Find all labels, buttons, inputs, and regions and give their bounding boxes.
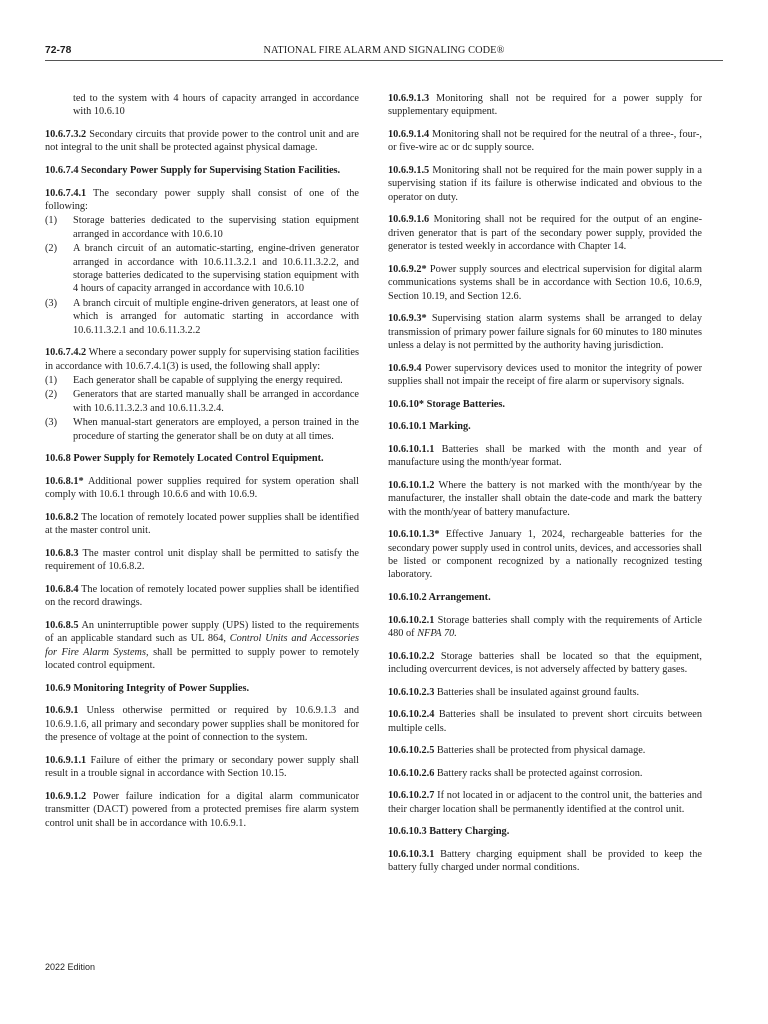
section-10-6-9-1-3: 10.6.9.1.3 Monitoring shall not be required for a power supply for supplementary equipment.: [388, 93, 702, 118]
section-10-6-8-3: 10.6.8.3 The master control unit display shall be permitted to satisfy the requirement of 10.6.8.2.: [45, 547, 360, 573]
list-item: (2) Generators that are started manually shall be arranged in accordance with 10.6.11.3.2.3 and 10.6.11.3.2.4.: [45, 389, 359, 414]
page-number: 72-78: [45, 45, 72, 56]
edition-footer: 2022 Edition: [45, 962, 96, 972]
section-10-6-10-2-6: 10.6.10.2.6 Battery racks shall be protected against corrosion.: [388, 767, 643, 779]
list-item: (2) A branch circuit of an automatic-starting, engine-driven generator arranged in accordance with 10.6.11.3.2.1 and 10.6.11.3.2.2, and storage batteries dedicated to the supervising station equipment with 4 hours of capacity arranged in accordance with 10.6.10: [45, 243, 359, 295]
heading-10-6-9: 10.6.9 Monitoring Integrity of Power Supplies.: [45, 682, 250, 694]
section-10-6-10-2-2: 10.6.10.2.2 Storage batteries shall be located so that the equipment, including overcurrent devices, is not adversely affected by battery gases.: [388, 650, 702, 676]
section-10-6-8-4: 10.6.8.4 The location of remotely located power supplies shall be identified on the record drawings.: [45, 583, 359, 609]
heading-10-6-10-1: 10.6.10.1 Marking.: [388, 421, 471, 433]
list-item: (3) When manual-start generators are employed, a person trained in the procedure of starting the generator shall be on duty at all times.: [45, 417, 359, 442]
section-10-6-9-1-4: 10.6.9.1.4 Monitoring shall not be required for the neutral of a three-, four-, or five-wire ac or dc supply source.: [388, 129, 702, 154]
section-10-6-10-1-3: 10.6.10.1.3* Effective January 1, 2024, rechargeable batteries for the secondary power supply used in control units, devices, and accessories shall be listed or component recognized by a nationally recognized testing laboratory.: [388, 529, 702, 581]
list-item: (1) Each generator shall be capable of supplying the energy required.: [45, 375, 343, 387]
section-10-6-8-1: 10.6.8.1* Additional power supplies required for system operation shall comply with 10.6.1 through 10.6.6 and with 10.6.9.: [45, 475, 359, 501]
section-10-6-9-1-2: 10.6.9.1.2 Power failure indication for a digital alarm communicator transmitter (DACT) powered from a protected premises fire alarm system control unit shall be in accordance with 10.6.9.1.: [45, 790, 359, 829]
section-10-6-10-2-1: 10.6.10.2.1 Storage batteries shall comply with the requirements of Article 480 of NFPA 70.: [388, 614, 702, 640]
left-column: [45, 92, 359, 839]
section-10-6-8-5: 10.6.8.5 An uninterruptible power supply (UPS) listed to the requirements of an applicable standard such as UL 864, Control Units and Accessories for Fire Alarm Systems, shall be permitted to supply power to remotely located control equipment.: [45, 619, 359, 672]
section-10-6-9-2: 10.6.9.2* Power supply sources and electrical supervision for digital alarm communications systems shall be in accordance with Section 10.6, 10.6.9, Section 10.19, and Section 12.6.: [388, 263, 702, 302]
heading-10-6-10-3: 10.6.10.3 Battery Charging.: [388, 826, 510, 838]
section-10-6-10-2-7: 10.6.10.2.7 If not located in or adjacent to the control unit, the batteries and their charger location shall be permanently identified at the control unit.: [388, 790, 702, 815]
section-10-6-9-1: 10.6.9.1 Unless otherwise permitted or required by 10.6.9.1.3 and 10.6.9.1.6, all primary and secondary power supplies shall be monitored for the presence of voltage at the point of connection to the system.: [45, 705, 360, 744]
heading-10-6-8: 10.6.8 Power Supply for Remotely Located Control Equipment.: [45, 453, 324, 465]
section-10-6-10-2-3: 10.6.10.2.3 Batteries shall be insulated against ground faults.: [388, 686, 640, 698]
section-10-6-9-4: 10.6.9.4 Power supervisory devices used to monitor the integrity of power supplies shall not impair the receipt of fire alarm or supervisory signals.: [388, 362, 702, 388]
section-10-6-10-3-1: 10.6.10.3.1 Battery charging equipment shall be provided to keep the battery fully charged under normal conditions.: [388, 849, 703, 874]
heading-10-6-10: 10.6.10* Storage Batteries.: [388, 398, 505, 410]
heading-10-6-7-4: 10.6.7.4 Secondary Power Supply for Supervising Station Facilities.: [45, 165, 341, 176]
right-column: [388, 92, 702, 884]
section-10-6-7-4-2: 10.6.7.4.2 Where a secondary power supply for supervising station facilities in accordance with 10.6.7.4.1(3) is used, the following shall apply:: [45, 347, 359, 372]
section-10-6-9-3: 10.6.9.3* Supervising station alarm systems shall be arranged to delay transmission of primary power failure signals for 60 minutes to 180 minutes unless a delay is not permitted by the authority having jurisdiction.: [388, 313, 702, 352]
list-secondary-supply-options: [45, 214, 359, 337]
section-10-6-8-2: 10.6.8.2 The location of remotely located power supplies shall be identified at the master control unit.: [45, 511, 359, 537]
list-generator-requirements: [45, 374, 359, 443]
section-10-6-10-2-4: 10.6.10.2.4 Batteries shall be insulated to prevent short circuits between multiple cells.: [388, 709, 702, 734]
running-title: NATIONAL FIRE ALARM AND SIGNALING CODE®: [263, 45, 505, 56]
section-10-6-10-2-5: 10.6.10.2.5 Batteries shall be protected from physical damage.: [388, 745, 646, 757]
continued-text: ted to the system with 4 hours of capacity arranged in accordance with 10.6.10: [73, 93, 359, 118]
list-item: (3) A branch circuit of multiple engine-driven generators, at least one of which is arranged for automatic starting in accordance with 10.6.11.3.2.1 and 10.6.11.3.2.2: [45, 297, 359, 336]
section-10-6-7-3-2: 10.6.7.3.2 Secondary circuits that provide power to the control unit and are not integral to the unit shall be protected against physical damage.: [45, 129, 359, 154]
page-header: [45, 44, 723, 61]
section-10-6-9-1-6: 10.6.9.1.6 Monitoring shall not be required for the output of an engine-driven generator that is part of the secondary power supply, provided the generator is tested weekly in accordance with Chapter 14.: [388, 214, 703, 253]
section-10-6-9-1-5: 10.6.9.1.5 Monitoring shall not be required for the main power supply in a supervising station if its failure is otherwise indicated and obvious to the operator on duty.: [388, 165, 702, 203]
list-item: (1) Storage batteries dedicated to the supervising station equipment arranged in accordance with 10.6.10: [45, 215, 359, 240]
section-10-6-10-1-2: 10.6.10.1.2 Where the battery is not marked with the month/year by the manufacturer, the installer shall obtain the date-code and mark the battery with the month/year of battery manufacture.: [388, 479, 703, 518]
heading-10-6-10-2: 10.6.10.2 Arrangement.: [388, 592, 491, 604]
section-10-6-7-4-1: 10.6.7.4.1 The secondary power supply shall consist of one of the following:: [45, 187, 360, 212]
section-10-6-9-1-1: 10.6.9.1.1 Failure of either the primary or secondary power supply shall result in a trouble signal in accordance with Section 10.15.: [45, 754, 359, 780]
section-10-6-10-1-1: 10.6.10.1.1 Batteries shall be marked with the month and year of manufacture using the month/year format.: [388, 443, 702, 469]
